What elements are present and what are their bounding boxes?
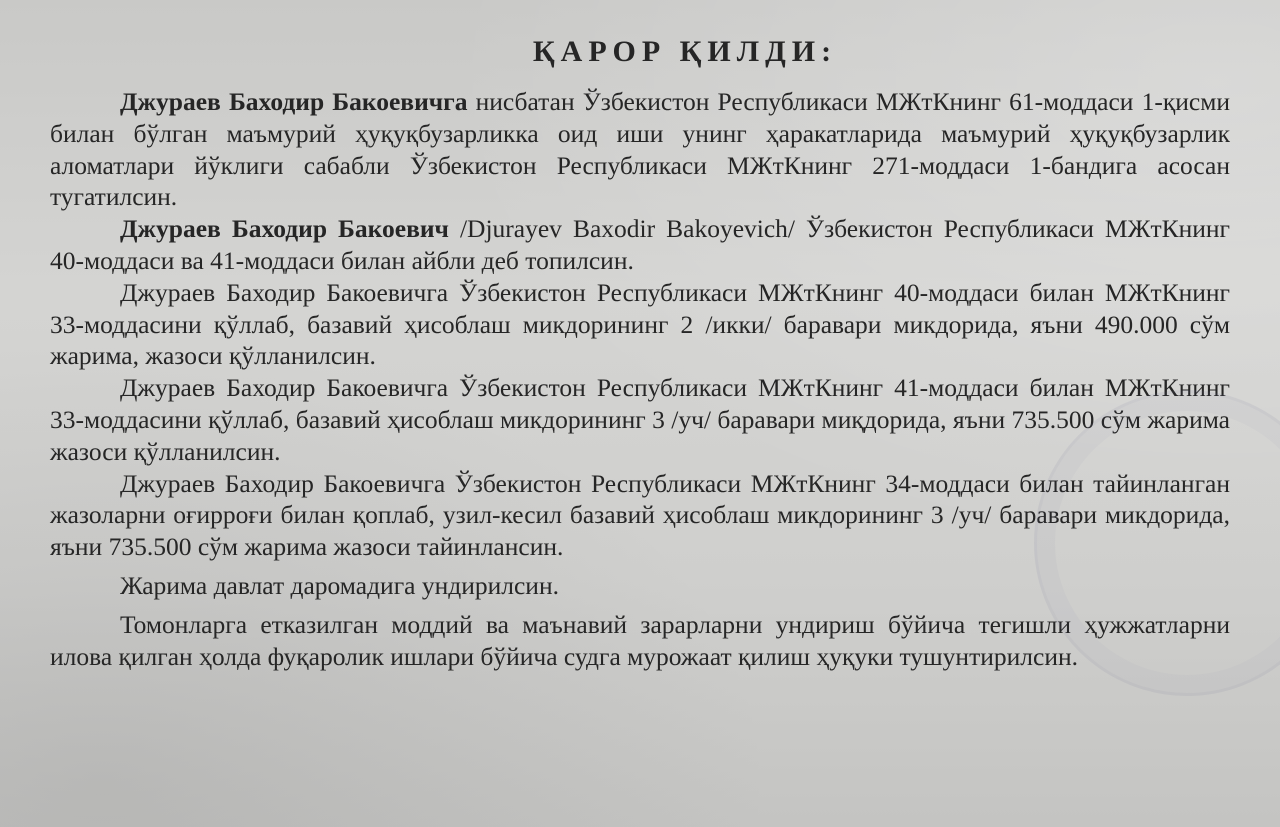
paragraph-fine-article-40: Джураев Баходир Бакоевичга Ўзбекистон Республикаси МЖтКнинг 40-моддаси билан МЖтКнинг 33-моддасини қўллаб, базавий ҳисоблаш микдорининг 2 /икки/ баравари микдорида, яъни 490.000 сўм жарима, жазоси қўлланилсин. [50, 277, 1230, 371]
paragraph-text: /Djurayev Baxodir Bakoyevich/ Ўзбекистон Республикаси МЖтКнинг 40-моддаси ва 41-моддаси билан айбли деб топилсин. [50, 214, 1230, 275]
paragraph-text: нисбатан Ўзбекистон Республикаси МЖтКнинг 61-моддаси 1-қисми билан бўлган маъмурий ҳуқуқбузарликка оид иши унинг ҳаракатларида маъмурий ҳуқуқбузарлик аломатлари йўклиги сабабли Ўзбекистон Республикаси МЖтКнинг 271-моддаси 1-бандига асосан тугатилсин. [50, 87, 1230, 212]
paragraph-civil-claim: Томонларга етказилган моддий ва маънавий зарарларни ундириш бўйича тегишли ҳужжатларни илова қилган ҳолда фуқаролик ишлари бўйича судга мурожаат қилиш ҳуқуки тушунтирилсин. [50, 609, 1230, 671]
decision-heading: ҚАРОР ҚИЛДИ: [532, 35, 838, 68]
paragraph-fine-collection: Жарима давлат даромадига ундирилсин. [120, 570, 559, 600]
paragraph-fine-article-41: Джураев Баходир Бакоевичга Ўзбекистон Республикаси МЖтКнинг 41-моддаси билан МЖтКнинг 33-моддасини қўллаб, базавий ҳисоблаш микдорининг 3 /уч/ баравари миқдорида, яъни 735.500 сўм жарима жазоси қўлланилсин. [50, 373, 1230, 466]
paragraph-termination [50, 86, 1230, 213]
paragraph-final-penalty: Джураев Баходир Бакоевичга Ўзбекистон Республикаси МЖтКнинг 34-моддаси билан тайинланган жазоларни оғирроғи билан қоплаб, узил-кесил базавий ҳисоблаш микдорининг 3 /уч/ баравари микдорида, яъни 735.500 сўм жарима жазоси тайинлансин. [50, 468, 1230, 562]
paragraph-guilty [50, 213, 1230, 277]
defendant-name-bold: Джураев Баходир Бакоевич [120, 214, 449, 244]
defendant-name-bold: Джураев Баходир Бакоевичга [120, 87, 468, 116]
